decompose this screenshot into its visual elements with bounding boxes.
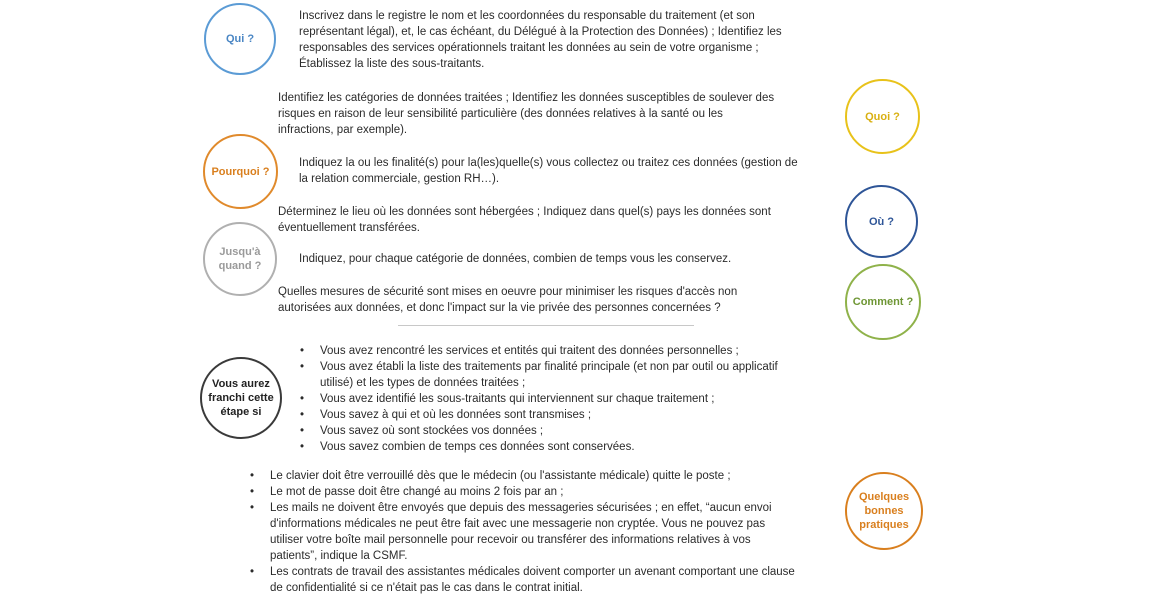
qui-line: Inscrivez dans le registre le nom et les coordonnées du responsable du traitement (et son [299, 10, 755, 22]
qui-circle [204, 3, 276, 75]
list-item: • Vous avez rencontré les services et entités qui traitent des données personnelles ; [298, 343, 815, 359]
ou-line: Déterminez le lieu où les données sont hébergées ; Indiquez dans quel(s) pays les données sont [278, 206, 771, 218]
pourquoi-label: Pourquoi ? [211, 165, 270, 178]
bonnes-label-line1: Quelques [858, 491, 910, 503]
bonnes-label-line3: pratiques [859, 519, 909, 531]
jusqua-circle [203, 222, 277, 296]
comment-line: Quelles mesures de sécurité sont mises en oeuvre pour minimiser les risques d'accès non [278, 286, 738, 298]
quoi-label: Quoi ? [865, 110, 900, 123]
list-item: • Vous avez identifié les sous-traitants qui interviennent sur chaque traitement ; [298, 391, 815, 407]
etape-label-line1: Vous aurez [212, 378, 270, 390]
list-item: • Le clavier doit être verrouillé dès que le médecin (ou l'assistante médicale) quitte le poste ; [248, 468, 836, 484]
pourquoi-circle [203, 134, 278, 209]
list-item: • Les mails ne doivent être envoyés que depuis des messageries sécurisées ; en effet, “aucun envoi d'informations médicales ne peut être fait avec une messagerie non cryptée. Vous ne pouvez pas utiliser votre boîte mail personnelle pour recevoir ou transférer des informations relatives à vos patients”, indique la CSMF. [248, 500, 836, 564]
list-item: • Vous savez combien de temps ces données sont conservées. [298, 439, 815, 455]
list-item: • Les contrats de travail des assistantes médicales doivent comporter un avenant comportant une clause de confidentialité si ce n'était pas le cas dans le contrat initial. [248, 564, 836, 596]
quoi-line: infractions, par exemple). [278, 124, 408, 136]
quoi-circle [845, 79, 920, 154]
qui-line: responsables des services opérationnels traitant les données au sein de votre organisme ; [299, 42, 759, 54]
pourquoi-paragraph [299, 155, 837, 187]
bonnes-pratiques-circle [845, 472, 923, 550]
jusqua-label-line1: Jusqu'à [219, 246, 261, 258]
ou-circle [845, 185, 918, 258]
qui-label: Qui ? [225, 33, 255, 45]
etape-label-line2: franchi cette [208, 392, 274, 404]
pourquoi-line: Indiquez la ou les finalité(s) pour la(les)quelle(s) vous collectez ou traitez ces données (gestion de [299, 157, 798, 169]
quoi-line: risques en raison de leur sensibilité particulière (des données relatives à la santé ou les [278, 108, 723, 120]
list-item: • Vous savez où sont stockées vos données ; [298, 423, 815, 439]
etape-label-line3: étape si [220, 406, 262, 418]
comment-circle [845, 264, 921, 340]
qui-line: représentant légal), et, le cas échéant, du Délégué à la Protection des Données) ; Identifiez les [299, 26, 782, 38]
bonnes-pratiques-list [248, 468, 836, 596]
jusqua-line: Indiquez, pour chaque catégorie de données, combien de temps vous les conservez. [299, 253, 732, 265]
comment-label: Comment ? [852, 296, 914, 308]
checklist [298, 343, 815, 455]
list-item: • Vous avez établi la liste des traitements par finalité principale (et non par outil ou applicatif utilisé) et les types de données traitées ; [298, 359, 815, 391]
comment-paragraph [278, 284, 815, 316]
list-item: • Vous savez à qui et où les données sont transmises ; [298, 407, 815, 423]
comment-line: autorisées aux données, et donc l'impact sur la vie privée des personnes concernées ? [278, 302, 721, 314]
bonnes-label-line2: bonnes [864, 505, 904, 517]
pourquoi-line: la relation commerciale, gestion RH…). [299, 173, 500, 185]
qui-paragraph [299, 8, 837, 72]
ou-line: éventuellement transférées. [278, 222, 420, 234]
jusqua-paragraph [299, 251, 837, 267]
section-divider [398, 325, 694, 326]
etape-circle [200, 357, 282, 439]
qui-line: Établissez la liste des sous-traitants. [299, 58, 485, 70]
jusqua-label-line2: quand ? [218, 260, 262, 272]
ou-label: Où ? [868, 215, 895, 228]
list-item: • Le mot de passe doit être changé au moins 2 fois par an ; [248, 484, 836, 500]
ou-paragraph [278, 204, 815, 236]
quoi-line: Identifiez les catégories de données traitées ; Identifiez les données susceptibles de soulever des [278, 92, 775, 104]
quoi-paragraph [278, 90, 815, 138]
